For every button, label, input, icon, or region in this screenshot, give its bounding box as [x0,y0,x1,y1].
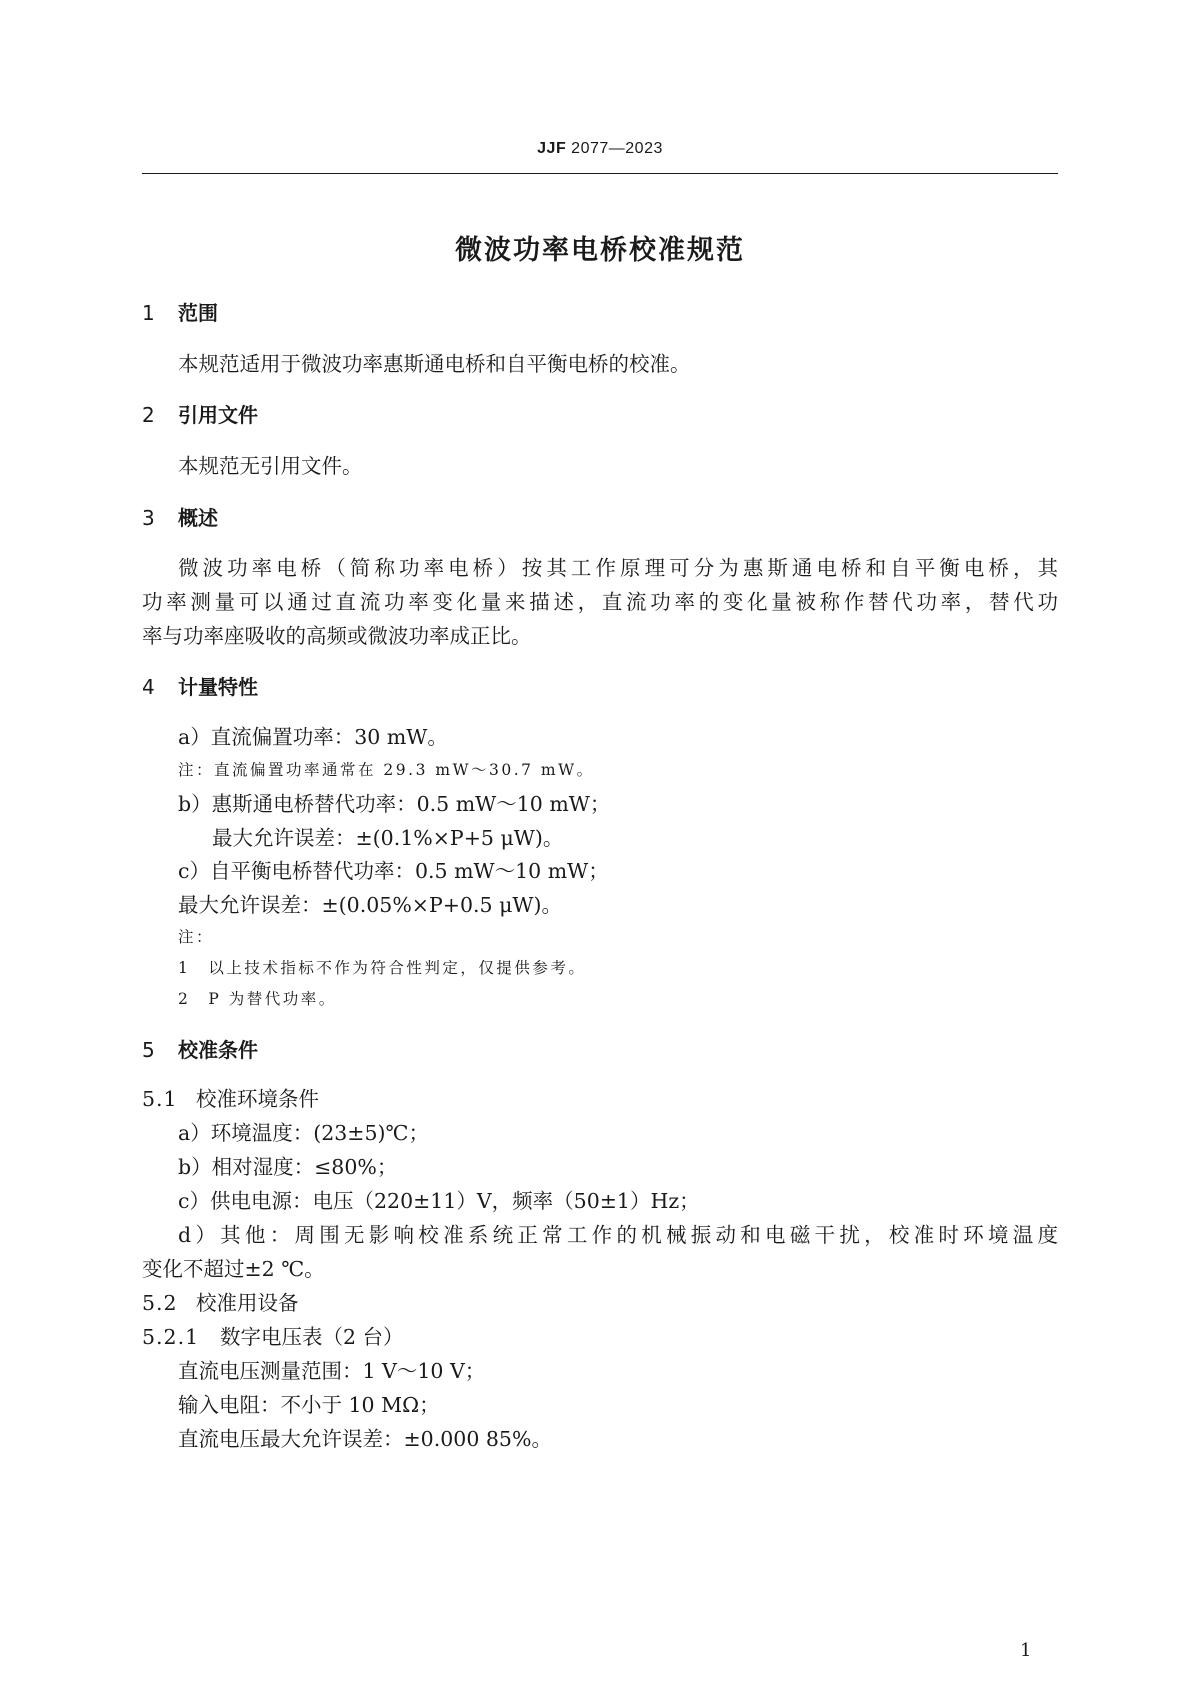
voltmeter-max-error: 直流电压最大允许误差：±0.000 85%。 [178,1427,552,1451]
section-title: 引用文件 [178,403,258,427]
section-2-heading [142,405,258,425]
section-title: 计量特性 [178,675,258,699]
subsection-number: 5.2 [142,1291,178,1315]
spec-note-label: 注： [178,928,215,946]
subsection-number: 5.2.1 [142,1325,200,1349]
spec-item-c-error: 最大允许误差：±(0.05%×P+0.5 μW)。 [178,893,562,917]
subsection-title: 数字电压表（2 台） [220,1325,404,1349]
section-3-heading [142,508,218,528]
section-title: 范围 [178,301,218,325]
spec-item-c: c）自平衡电桥替代功率：0.5 mW～10 mW； [178,859,609,883]
section-title: 概述 [178,506,218,530]
page-number: 1 [1020,1640,1032,1661]
section-number: 5 [142,1038,155,1062]
spec-note-2: 2 P 为替代功率。 [178,990,337,1008]
env-item-d-line-2: 变化不超过±2 ℃。 [142,1257,325,1281]
subsection-5-1 [142,1089,319,1110]
section-2-body: 本规范无引用文件。 [178,454,363,478]
env-item-b: b）相对湿度：≤80%； [178,1155,398,1179]
section-number: 2 [142,403,155,427]
section-number: 3 [142,506,155,530]
spec-item-a: a）直流偏置功率：30 mW。 [178,725,448,749]
spec-item-b-error: 最大允许误差：±(0.1%×P+5 μW)。 [212,826,564,850]
section-3-line-2: 功率测量可以通过直流功率变化量来描述，直流功率的变化量被称作替代功率，替代功 [142,590,1058,614]
subsection-number: 5.1 [142,1087,178,1111]
voltmeter-input-resistance: 输入电阻：不小于 10 MΩ； [178,1393,440,1417]
section-1-heading [142,303,218,323]
env-item-a: a）环境温度：(23±5)℃； [178,1121,429,1145]
subsection-title: 校准用设备 [196,1291,299,1315]
section-1-body: 本规范适用于微波功率惠斯通电桥和自平衡电桥的校准。 [178,352,691,376]
standard-code: JJF [537,140,567,157]
spec-note-a: 注：直流偏置功率通常在 29.3 mW～30.7 mW。 [178,761,595,779]
section-title: 校准条件 [178,1038,258,1062]
section-4-heading [142,677,258,697]
document-header [142,140,1058,158]
page-title: 微波功率电桥校准规范 [455,235,745,266]
section-5-heading [142,1040,258,1060]
subsection-5-2 [142,1293,299,1314]
subsection-5-2-1 [142,1327,404,1348]
subsection-title: 校准环境条件 [196,1087,319,1111]
section-3-line-3: 率与功率座吸收的高频或微波功率成正比。 [142,624,532,648]
env-item-c: c）供电电源：电压（220±11）V，频率（50±1）Hz； [178,1189,700,1213]
spec-item-b: b）惠斯通电桥替代功率：0.5 mW～10 mW； [178,792,611,816]
env-item-d-line-1: d）其他：周围无影响校准系统正常工作的机械振动和电磁干扰，校准时环境温度 [178,1223,1058,1247]
spec-note-1: 1 以上技术指标不作为符合性判定，仅提供参考。 [178,959,587,977]
section-3-line-1: 微波功率电桥（简称功率电桥）按其工作原理可分为惠斯通电桥和自平衡电桥，其 [178,556,1058,580]
header-divider [142,173,1058,174]
standard-number: 2077—2023 [571,140,663,157]
section-number: 4 [142,675,155,699]
section-number: 1 [142,301,155,325]
voltmeter-range: 直流电压测量范围：1 V～10 V； [178,1359,486,1383]
